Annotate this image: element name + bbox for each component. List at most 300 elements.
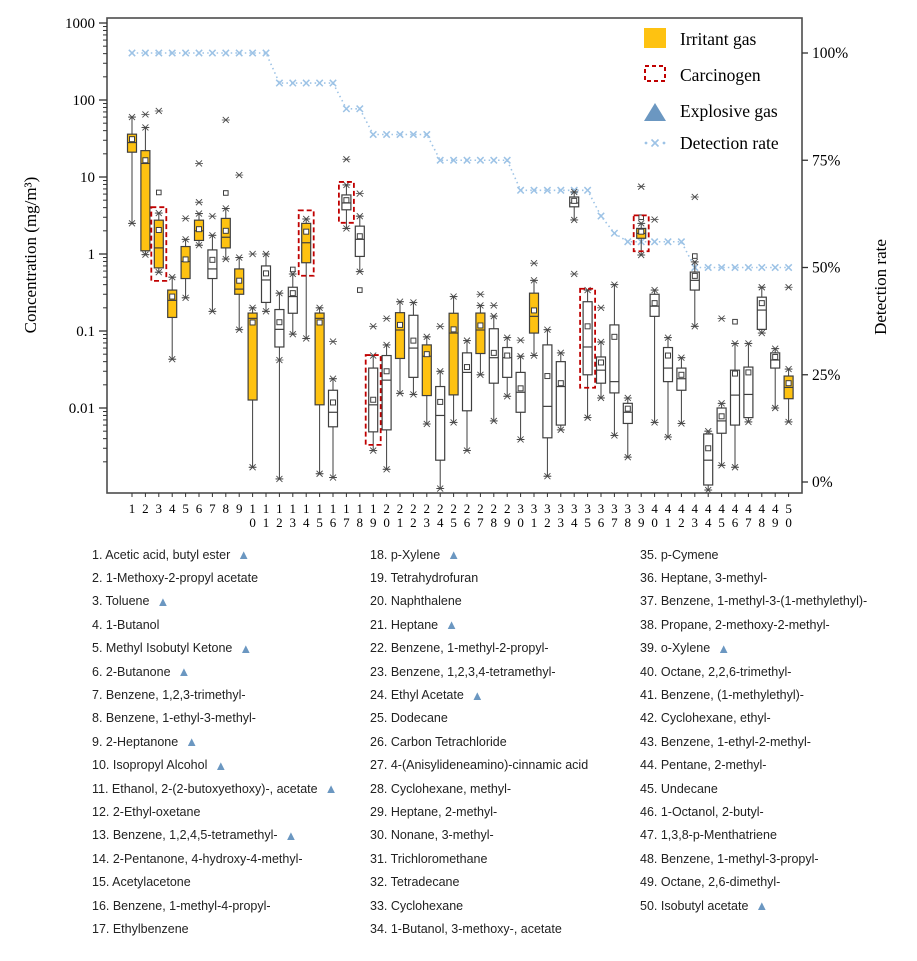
compound-item-label: 47. 1,3,8-p-Menthatriene <box>640 828 777 843</box>
x-tick-label: 3 <box>570 501 578 516</box>
x-tick-label: 3 <box>155 501 163 516</box>
x-tick-label: 9 <box>771 515 779 530</box>
right-tick-label: 25% <box>812 366 841 384</box>
compound-item-label: 40. Octane, 2,2,6-trimethyl- <box>640 664 792 679</box>
compound-item-label: 16. Benzene, 1-methyl-4-propyl- <box>92 898 271 913</box>
compound-item-7 <box>92 683 370 706</box>
compound-item-44 <box>640 754 917 777</box>
mean-marker <box>706 446 711 451</box>
explosive-gas-icon: ▲ <box>447 547 461 563</box>
compound-item-label: 22. Benzene, 1-methyl-2-propyl- <box>370 641 549 656</box>
x-tick-label: 3 <box>530 501 538 516</box>
compound-item-39 <box>640 637 917 660</box>
compound-item-14 <box>92 847 370 870</box>
box <box>503 348 512 378</box>
x-tick-label: 4 <box>731 501 739 516</box>
mean-marker <box>652 301 657 306</box>
x-tick-label: 0 <box>249 515 256 530</box>
left-tick-label: 10 <box>80 170 95 186</box>
mean-marker <box>183 257 188 262</box>
compound-item-49 <box>640 870 917 893</box>
compound-item-15 <box>92 870 370 893</box>
x-tick-label: 4 <box>718 501 725 516</box>
x-tick-label: 6 <box>195 501 203 516</box>
x-tick-label: 2 <box>490 501 498 516</box>
compound-item-5 <box>92 637 370 660</box>
mean-marker <box>317 320 322 325</box>
compound-item-label: 20. Naphthalene <box>370 594 462 609</box>
x-tick-label: 1 <box>329 501 337 516</box>
compound-item-29 <box>370 800 640 823</box>
compound-item-38 <box>640 613 917 636</box>
mean-marker <box>170 294 175 299</box>
x-tick-label: 7 <box>611 515 618 530</box>
explosive-gas-icon: ▲ <box>324 781 338 797</box>
x-tick-label: 5 <box>182 501 189 516</box>
legend-irritant-label: Irritant gas <box>680 29 757 49</box>
x-tick-label: 8 <box>222 501 230 516</box>
compound-item-label: 29. Heptane, 2-methyl- <box>370 804 498 819</box>
compound-item-label: 25. Dodecane <box>370 711 448 726</box>
compound-item-37 <box>640 590 917 613</box>
compound-item-34 <box>370 917 640 940</box>
mean-marker <box>585 324 590 329</box>
x-tick-label: 9 <box>235 501 243 516</box>
x-tick-label: 3 <box>517 501 524 516</box>
left-tick-label: 1000 <box>65 16 95 32</box>
x-tick-label: 6 <box>329 515 337 530</box>
compound-item-8 <box>92 707 370 730</box>
compound-item-label: 46. 1-Octanol, 2-butyl- <box>640 804 764 819</box>
compound-item-1 <box>92 543 370 566</box>
x-tick-label: 2 <box>410 515 417 530</box>
compound-item-35 <box>640 543 917 566</box>
compound-item-label: 5. Methyl Isobutyl Ketone <box>92 641 233 656</box>
left-axis-title: Concentration (mg/m³) <box>21 176 40 334</box>
box <box>489 329 498 383</box>
outlier-square-marker <box>693 254 698 259</box>
mean-marker <box>438 399 443 404</box>
compound-item-label: 28. Cyclohexane, methyl- <box>370 781 512 796</box>
compound-item-label: 4. 1-Butanol <box>92 617 160 632</box>
box <box>208 250 217 279</box>
irritant-box <box>181 247 190 279</box>
x-tick-label: 4 <box>691 501 699 516</box>
x-tick-label: 0 <box>651 515 658 530</box>
compound-item-10 <box>92 754 370 777</box>
mean-marker <box>639 229 644 234</box>
outlier-square-marker <box>157 190 162 195</box>
explosive-gas-icon: ▲ <box>239 640 253 656</box>
compound-item-2 <box>92 566 370 589</box>
x-tick-label: 3 <box>597 501 605 516</box>
compound-item-label: 17. Ethylbenzene <box>92 921 189 936</box>
x-tick-label: 4 <box>678 501 685 516</box>
x-tick-label: 6 <box>731 515 739 530</box>
compound-item-11 <box>92 777 370 800</box>
box <box>731 370 740 425</box>
box <box>409 315 418 377</box>
mean-marker <box>572 198 577 203</box>
compound-item-42 <box>640 707 917 730</box>
box <box>463 353 472 411</box>
outlier-square-marker <box>224 191 229 196</box>
mean-marker <box>599 360 604 365</box>
mean-marker <box>666 353 671 358</box>
mean-marker <box>223 228 228 233</box>
compound-list <box>0 537 917 941</box>
mean-marker <box>237 278 242 283</box>
compound-item-31 <box>370 847 640 870</box>
x-tick-label: 2 <box>396 501 404 516</box>
outlier-square-marker <box>358 288 363 293</box>
x-tick-label: 2 <box>463 501 471 516</box>
compound-item-label: 1. Acetic acid, butyl ester <box>92 547 231 562</box>
compound-item-4 <box>92 613 370 636</box>
irritant-box <box>248 313 257 400</box>
box <box>355 226 364 256</box>
compound-item-label: 36. Heptane, 3-methyl- <box>640 571 768 586</box>
explosive-gas-icon: ▲ <box>445 617 458 633</box>
x-tick-label: 9 <box>503 515 511 530</box>
x-tick-label: 9 <box>369 515 377 530</box>
x-tick-label: 3 <box>584 501 591 516</box>
compound-item-label: 30. Nonane, 3-methyl- <box>370 828 494 843</box>
compound-item-label: 15. Acetylacetone <box>92 875 191 890</box>
x-tick-label: 8 <box>356 515 364 530</box>
explosive-gas-icon: ▲ <box>214 757 228 773</box>
x-tick-label: 4 <box>570 515 578 530</box>
compound-item-17 <box>92 917 370 940</box>
legend-detection-swatch <box>645 142 648 145</box>
irritant-box <box>449 313 458 395</box>
compound-item-24 <box>370 683 640 706</box>
compound-item-label: 27. 4-(Anisylideneamino)-cinnamic acid <box>370 758 589 773</box>
x-tick-label: 3 <box>423 515 431 530</box>
x-tick-label: 0 <box>785 515 792 530</box>
legend-carcinogen-swatch <box>645 66 665 81</box>
x-tick-label: 7 <box>745 515 752 530</box>
explosive-gas-icon: ▲ <box>237 547 251 563</box>
x-tick-label: 8 <box>624 515 632 530</box>
mean-marker <box>290 291 295 296</box>
compound-item-36 <box>640 566 917 589</box>
compound-item-50 <box>640 894 917 917</box>
explosive-gas-icon: ▲ <box>717 640 731 656</box>
compound-item-label: 41. Benzene, (1-methylethyl)- <box>640 688 804 703</box>
compound-item-12 <box>92 800 370 823</box>
compound-item-label: 26. Carbon Tetrachloride <box>370 734 507 749</box>
mean-marker <box>130 137 135 142</box>
left-tick-label: 1 <box>87 247 95 263</box>
x-tick-label: 4 <box>436 515 444 530</box>
compound-item-label: 42. Cyclohexane, ethyl- <box>640 711 771 726</box>
mean-marker <box>424 352 429 357</box>
mean-marker <box>625 406 630 411</box>
x-tick-label: 1 <box>262 501 270 516</box>
x-tick-label: 4 <box>651 501 658 516</box>
x-tick-label: 2 <box>383 501 390 516</box>
mean-marker <box>304 229 309 234</box>
x-tick-label: 7 <box>209 501 216 516</box>
compound-item-label: 3. Toluene <box>92 594 150 609</box>
mean-marker <box>505 353 510 358</box>
x-tick-label: 3 <box>691 515 699 530</box>
mean-marker <box>733 371 738 376</box>
x-tick-label: 8 <box>490 515 498 530</box>
x-tick-label: 2 <box>477 501 484 516</box>
x-tick-label: 4 <box>704 501 712 516</box>
compound-item-47 <box>640 824 917 847</box>
compound-item-label: 32. Tetradecane <box>370 875 460 890</box>
mean-marker <box>465 365 470 370</box>
compound-item-label: 18. p-Xylene <box>370 547 441 562</box>
x-tick-label: 5 <box>316 515 323 530</box>
compound-item-label: 34. 1-Butanol, 3-methoxy-, acetate <box>370 921 562 936</box>
irritant-box <box>476 313 485 353</box>
compound-item-30 <box>370 824 640 847</box>
mean-marker <box>398 322 403 327</box>
x-tick-label: 3 <box>624 501 632 516</box>
x-tick-label: 2 <box>423 501 431 516</box>
box <box>382 356 391 430</box>
mean-marker <box>197 227 202 232</box>
mean-marker <box>719 414 724 419</box>
box <box>704 434 713 485</box>
legend-carcinogen-label: Carcinogen <box>680 65 761 85</box>
x-tick-label: 5 <box>584 515 591 530</box>
x-tick-label: 2 <box>276 515 283 530</box>
compound-item-43 <box>640 730 917 753</box>
x-tick-label: 2 <box>450 501 457 516</box>
box <box>436 387 445 461</box>
compound-item-label: 33. Cyclohexane <box>370 898 464 913</box>
left-tick-label: 0.01 <box>68 401 95 417</box>
mean-marker <box>491 350 496 355</box>
compound-item-label: 39. o-Xylene <box>640 641 711 656</box>
x-tick-label: 1 <box>262 515 270 530</box>
mean-marker <box>357 234 362 239</box>
box <box>329 390 338 427</box>
mean-marker <box>451 327 456 332</box>
compound-item-label: 2. 1-Methoxy-2-propyl acetate <box>92 571 259 586</box>
x-tick-label: 2 <box>436 501 444 516</box>
x-tick-label: 2 <box>410 501 417 516</box>
mean-marker <box>371 397 376 402</box>
mean-marker <box>759 301 764 306</box>
mean-marker <box>679 372 684 377</box>
compound-item-46 <box>640 800 917 823</box>
mean-marker <box>264 271 269 276</box>
x-tick-label: 2 <box>503 501 511 516</box>
x-tick-label: 2 <box>678 515 685 530</box>
explosive-gas-icon: ▲ <box>284 827 298 843</box>
mean-marker <box>545 374 550 379</box>
compound-item-label: 9. 2-Heptanone <box>92 734 179 749</box>
explosive-gas-icon: ▲ <box>470 687 484 703</box>
x-tick-label: 1 <box>249 501 256 516</box>
box <box>543 345 552 438</box>
compound-item-16 <box>92 894 370 917</box>
compound-item-18 <box>370 543 640 566</box>
right-tick-label: 75% <box>812 152 841 170</box>
compound-item-label: 21. Heptane <box>370 617 439 632</box>
legend-detection-label: Detection rate <box>680 133 779 153</box>
x-tick-label: 3 <box>557 501 565 516</box>
outlier-square-marker <box>291 267 296 272</box>
x-tick-label: 1 <box>356 501 364 516</box>
mean-marker <box>612 334 617 339</box>
compound-list-column-1 <box>92 537 370 941</box>
box <box>583 302 592 375</box>
compound-item-9 <box>92 730 370 753</box>
x-tick-label: 1 <box>369 501 377 516</box>
right-tick-label: 100% <box>812 45 849 62</box>
x-tick-label: 3 <box>611 501 618 516</box>
compound-item-3 <box>92 590 370 613</box>
legend-explosive-label: Explosive gas <box>680 101 778 121</box>
x-tick-label: 3 <box>637 501 645 516</box>
x-tick-label: 4 <box>771 501 779 516</box>
compound-item-label: 49. Octane, 2,6-dimethyl- <box>640 875 781 890</box>
mean-marker <box>156 227 161 232</box>
compound-item-label: 14. 2-Pentanone, 4-hydroxy-4-methyl- <box>92 851 303 866</box>
mean-marker <box>532 308 537 313</box>
compound-item-label: 37. Benzene, 1-methyl-3-(1-methylethyl)- <box>640 594 868 609</box>
x-tick-label: 1 <box>289 501 297 516</box>
mean-marker <box>411 338 416 343</box>
x-tick-label: 1 <box>343 501 350 516</box>
x-tick-label: 3 <box>289 515 297 530</box>
compound-item-label: 48. Benzene, 1-methyl-3-propyl- <box>640 851 819 866</box>
irritant-box <box>396 313 405 359</box>
legend-irritant-swatch <box>644 28 666 48</box>
mean-marker <box>773 354 778 359</box>
explosive-gas-icon: ▲ <box>156 593 170 609</box>
compound-item-32 <box>370 870 640 893</box>
mean-marker <box>143 158 148 163</box>
x-tick-label: 6 <box>597 515 605 530</box>
compound-item-48 <box>640 847 917 870</box>
compound-item-22 <box>370 637 640 660</box>
x-tick-label: 9 <box>637 515 645 530</box>
right-axis-title: Detection rate <box>871 239 890 335</box>
x-tick-label: 6 <box>463 515 471 530</box>
outlier-square-marker <box>733 319 738 324</box>
compound-item-label: 35. p-Cymene <box>640 547 719 562</box>
mean-marker <box>210 257 215 262</box>
compound-item-26 <box>370 730 640 753</box>
compound-item-28 <box>370 777 640 800</box>
explosive-gas-icon: ▲ <box>177 664 191 680</box>
compound-item-label: 13. Benzene, 1,2,4,5-tetramethyl- <box>92 828 278 843</box>
box <box>556 362 565 425</box>
mean-marker <box>277 320 282 325</box>
compound-item-label: 44. Pentane, 2-methyl- <box>640 758 767 773</box>
x-tick-label: 0 <box>517 515 524 530</box>
compound-item-label: 23. Benzene, 1,2,3,4-tetramethyl- <box>370 664 556 679</box>
x-tick-label: 7 <box>477 515 484 530</box>
x-tick-label: 0 <box>383 515 390 530</box>
compound-item-40 <box>640 660 917 683</box>
x-tick-label: 4 <box>704 515 712 530</box>
irritant-box <box>141 151 150 251</box>
right-tick-label: 50% <box>812 259 841 277</box>
mean-marker <box>786 381 791 386</box>
mean-marker <box>518 386 523 391</box>
x-tick-label: 5 <box>450 515 457 530</box>
box <box>275 310 284 347</box>
compound-item-41 <box>640 683 917 706</box>
irritant-box <box>315 313 324 405</box>
x-tick-label: 3 <box>544 501 551 516</box>
compound-item-20 <box>370 590 640 613</box>
x-tick-label: 1 <box>530 515 538 530</box>
mean-marker <box>331 400 336 405</box>
x-tick-label: 2 <box>142 501 149 516</box>
x-tick-label: 1 <box>396 515 404 530</box>
compound-item-23 <box>370 660 640 683</box>
compound-item-label: 8. Benzene, 1-ethyl-3-methyl- <box>92 711 256 726</box>
x-tick-label: 4 <box>168 501 176 516</box>
mean-marker <box>384 369 389 374</box>
mean-marker <box>692 273 697 278</box>
compound-item-21 <box>370 613 640 636</box>
compound-item-6 <box>92 660 370 683</box>
explosive-gas-icon: ▲ <box>185 734 199 750</box>
compound-item-45 <box>640 777 917 800</box>
left-tick-label: 0.1 <box>76 324 95 340</box>
compound-item-label: 10. Isopropyl Alcohol <box>92 758 208 773</box>
compound-list-column-2 <box>370 537 640 941</box>
x-tick-label: 7 <box>343 515 350 530</box>
x-tick-label: 5 <box>718 515 725 530</box>
compound-item-label: 7. Benzene, 1,2,3-trimethyl- <box>92 688 246 703</box>
compound-item-label: 24. Ethyl Acetate <box>370 688 464 703</box>
mean-marker <box>558 381 563 386</box>
compound-item-label: 43. Benzene, 1-ethyl-2-methyl- <box>640 734 811 749</box>
compound-item-label: 19. Tetrahydrofuran <box>370 571 479 586</box>
x-tick-label: 4 <box>302 515 310 530</box>
compound-item-label: 38. Propane, 2-methoxy-2-methyl- <box>640 617 830 632</box>
compound-item-33 <box>370 894 640 917</box>
x-tick-label: 1 <box>664 515 672 530</box>
x-tick-label: 3 <box>557 515 565 530</box>
x-tick-label: 8 <box>758 515 766 530</box>
mean-marker <box>478 323 483 328</box>
compound-item-label: 50. Isobutyl acetate <box>640 898 749 913</box>
x-tick-label: 4 <box>745 501 752 516</box>
x-tick-label: 1 <box>276 501 283 516</box>
compound-item-13 <box>92 824 370 847</box>
left-tick-label: 100 <box>72 93 95 109</box>
compound-list-column-3 <box>640 537 917 941</box>
right-tick-label: 0% <box>812 474 833 491</box>
compound-item-27 <box>370 754 640 777</box>
x-tick-label: 1 <box>316 501 323 516</box>
x-tick-label: 2 <box>544 515 551 530</box>
x-tick-label: 4 <box>758 501 766 516</box>
mean-marker <box>250 320 255 325</box>
compound-item-25 <box>370 707 640 730</box>
legend-detection-swatch <box>663 142 666 145</box>
explosive-gas-icon: ▲ <box>755 898 769 914</box>
x-tick-label: 4 <box>664 501 672 516</box>
compound-item-label: 45. Undecane <box>640 781 718 796</box>
compound-item-19 <box>370 566 640 589</box>
mean-marker <box>746 370 751 375</box>
x-tick-label: 1 <box>128 501 136 516</box>
